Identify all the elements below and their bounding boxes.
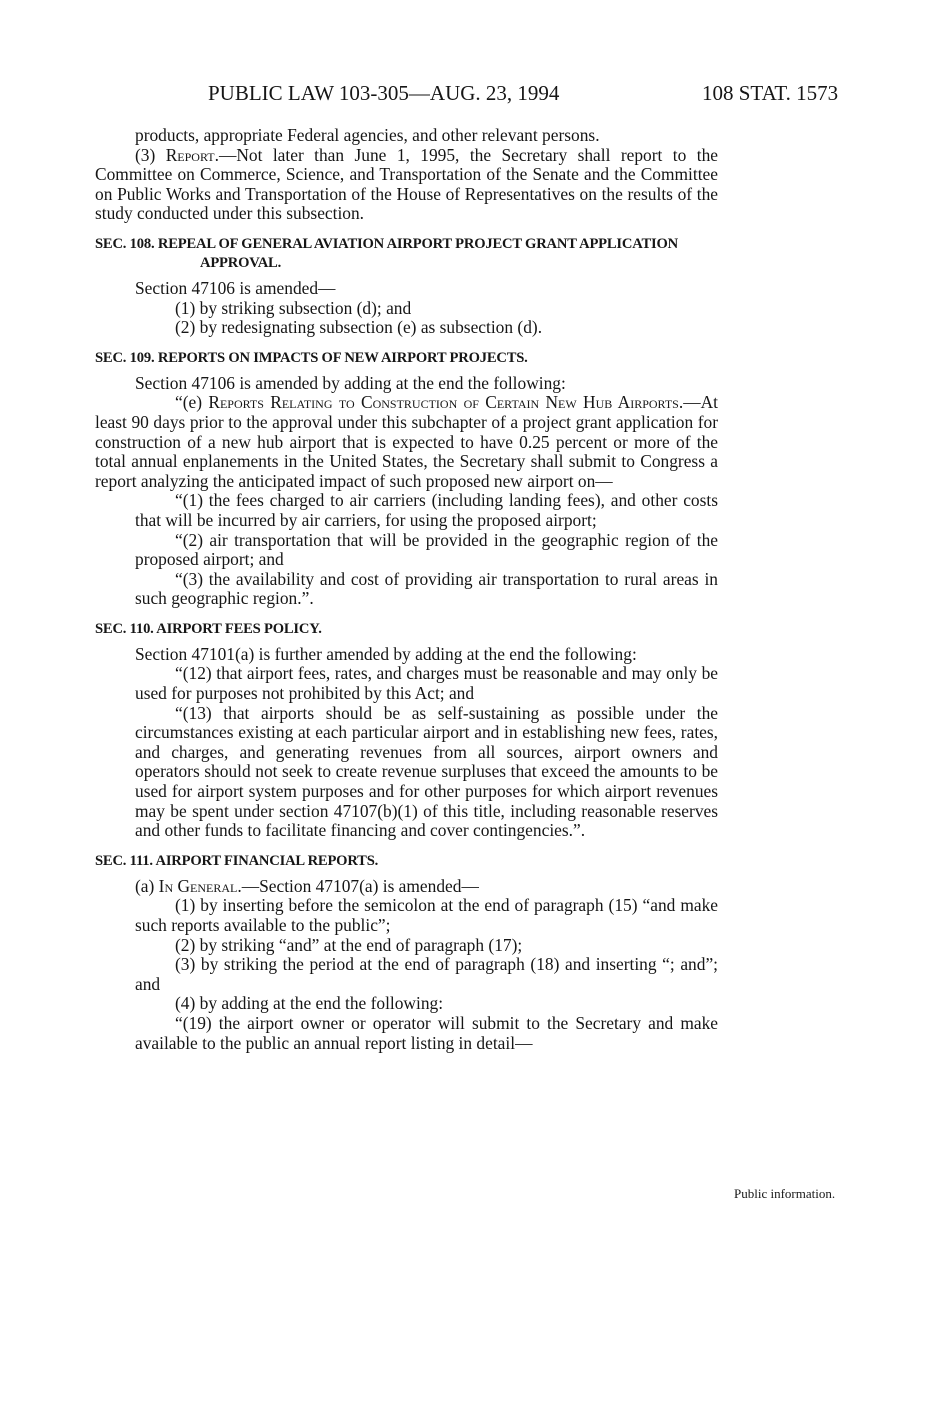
section-109-item: “(2) air transportation that will be provided in the geographic region of the proposed airport; and bbox=[135, 529, 718, 570]
section-111-item: (2) by striking “and” at the end of paragraph (17); bbox=[175, 934, 523, 955]
section-111-heading: SEC. 111. AIRPORT FINANCIAL REPORTS. bbox=[95, 852, 379, 869]
subsection-e-heading: Reports Relating to Construction of Certain New Hub Airports bbox=[208, 392, 679, 413]
paragraph-continued: products, appropriate Federal agencies, and other relevant persons. bbox=[135, 125, 600, 145]
margin-note: Public information. bbox=[734, 1186, 836, 1201]
section-109-heading: SEC. 109. REPORTS ON IMPACTS OF NEW AIRPORT PROJECTS. bbox=[95, 349, 528, 366]
section-110-heading: SEC. 110. AIRPORT FEES POLICY. bbox=[95, 620, 322, 637]
subsection-a-heading: In General bbox=[158, 875, 238, 896]
section-110-intro: Section 47101(a) is further amended by adding at the end the following: bbox=[135, 643, 637, 664]
report-paragraph: (3) Report.—Not later than June 1, 1995, the Secretary shall report to the Committee on Commerce, Science, and Transportation of the Senate and the Committee on Public Works and Transportation of the House of Representatives on the results of the study conducted under this subsection. bbox=[95, 144, 718, 224]
running-header-law: PUBLIC LAW 103-305—AUG. 23, 1994 bbox=[208, 81, 560, 105]
section-108-item: (1) by striking subsection (d); and bbox=[175, 297, 412, 318]
section-109-item: “(3) the availability and cost of providing air transportation to rural areas in such geographic region.”. bbox=[135, 568, 718, 609]
section-111-item: “(19) the airport owner or operator will submit to the Secretary and make available to the public an annual report listing in detail— bbox=[135, 1012, 718, 1053]
section-109-item: “(1) the fees charged to air carriers (including landing fees), and other costs that will be incurred by air carriers, for using the proposed airport; bbox=[135, 490, 718, 530]
document-body bbox=[95, 126, 718, 1053]
section-109-subsection-e: “(e) Reports Relating to Construction of Certain New Hub Airports.—At least 90 days prior to the approval under this subchapter of a project grant application for construction of a new hub airport that is expected to have 0.25 percent or more of the total annual enplanements in the United States, the Secretary shall submit to Congress a report analyzing the anticipated impact of such proposed new airport on— bbox=[95, 392, 718, 491]
section-109-intro: Section 47106 is amended by adding at the end the following: bbox=[135, 372, 566, 393]
section-111-item: (4) by adding at the end the following: bbox=[175, 993, 444, 1014]
report-heading: Report bbox=[165, 144, 215, 165]
section-111-subsection-a: (a) In General.—Section 47107(a) is amended— bbox=[135, 875, 479, 896]
section-110-item: “(12) that airport fees, rates, and charges must be reasonable and may only be used for purposes not prohibited by this Act; and bbox=[135, 663, 718, 704]
section-108-heading: SEC. 108. REPEAL OF GENERAL AVIATION AIRPORT PROJECT GRANT APPLICATION APPROVAL. bbox=[95, 235, 679, 271]
section-108-item: (2) by redesignating subsection (e) as subsection (d). bbox=[175, 317, 543, 338]
running-header-stat: 108 STAT. 1573 bbox=[702, 81, 839, 105]
section-110-item: “(13) that airports should be as self-sustaining as possible under the circumstances existing at each particular airport and in establishing new fees, rates, and charges, and generating revenues from all sources, airport owners and operators should not seek to create revenue surpluses that exceed the amounts to be used for airport system purposes and for other purposes for which airport revenues may be spent under section 47107(b)(1) of this title, including reasonable reserves and other funds to facilitate financing and cover contingencies.”. bbox=[135, 702, 718, 841]
section-111-item: (1) by inserting before the semicolon at the end of paragraph (15) “and make such reports available to the public”; bbox=[135, 895, 718, 935]
section-108-intro: Section 47106 is amended— bbox=[135, 277, 336, 298]
section-111-item: (3) by striking the period at the end of paragraph (18) and inserting “; and”; and bbox=[135, 954, 718, 994]
